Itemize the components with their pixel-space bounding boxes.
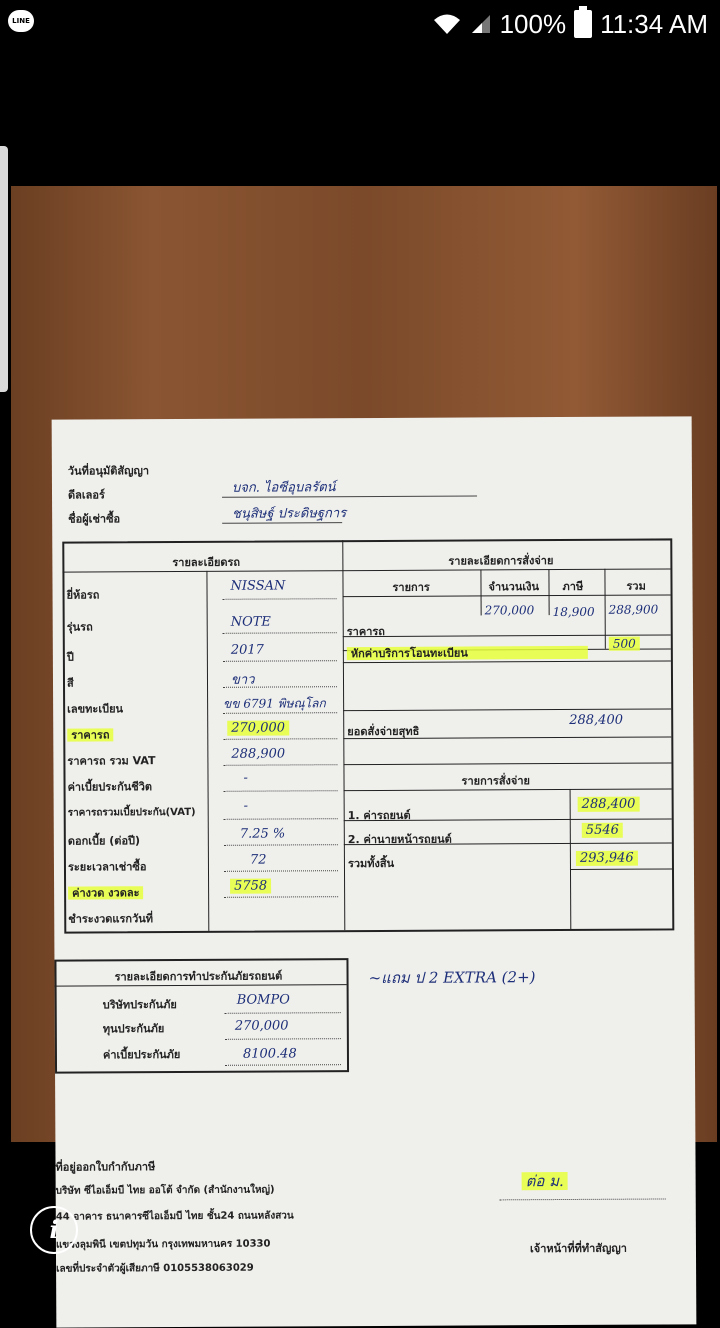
signature-handwriting: ต่อ ม. bbox=[522, 1169, 568, 1193]
document-paper bbox=[52, 416, 697, 1327]
tax-line-4: เลขที่ประจำตัวผู้เสียภาษี 0105538063029 bbox=[56, 1262, 254, 1275]
car-value-year: 2017 bbox=[230, 642, 264, 658]
insurance-value-sum: 270,000 bbox=[234, 1018, 289, 1034]
order-row-car-total: 288,900 bbox=[608, 602, 659, 617]
pay-label-commission: 2. ค่านายหน้ารถยนต์ bbox=[347, 832, 452, 847]
car-label-life-ins: ค่าเบี้ยประกันชีวิต bbox=[67, 780, 153, 794]
order-row-car-amount: 270,000 bbox=[484, 603, 535, 618]
signal-icon bbox=[470, 13, 492, 35]
car-label-plate: เลขทะเบียน bbox=[67, 702, 124, 716]
car-value-brand: NISSAN bbox=[230, 578, 286, 594]
dealer-value: บจก. ไอซีอุบลรัตน์ bbox=[231, 480, 336, 496]
insurance-label-sum: ทุนประกันภัย bbox=[102, 1022, 165, 1036]
battery-icon bbox=[574, 10, 592, 38]
car-label-installment: ค่างวด งวดละ bbox=[68, 883, 143, 901]
info-button[interactable]: i bbox=[30, 1206, 78, 1254]
pay-value-total: 293,946 bbox=[576, 851, 638, 866]
car-value-plate: ขข 6791 พิษณุโลก bbox=[223, 696, 326, 711]
tax-address-title: ที่อยู่ออกใบกำกับภาษี bbox=[55, 1160, 156, 1174]
car-section-title: รายละเอียดรถ bbox=[172, 555, 241, 570]
car-value-life-ins: - bbox=[243, 770, 248, 786]
pay-section-title: รายการสั่งจ่าย bbox=[461, 774, 530, 788]
insurance-label-company: บริษัทประกันภัย bbox=[102, 998, 177, 1012]
car-value-installment: 5758 bbox=[230, 879, 271, 894]
car-label-first-due: ชำระงวดแรกวันที่ bbox=[68, 912, 154, 926]
battery-percent: 100% bbox=[499, 8, 567, 39]
order-header-amount: จำนวนเงิน bbox=[488, 580, 540, 594]
contract-date-label: วันที่อนุมัติสัญญา bbox=[67, 464, 150, 478]
photo-viewer[interactable] bbox=[11, 186, 717, 1275]
handwritten-note: ~แถม ป 2 EXTRA (2+) bbox=[368, 968, 536, 988]
clock: 11:34 AM bbox=[600, 8, 708, 39]
insurance-value-premium: 8100.48 bbox=[242, 1046, 297, 1062]
car-label-term: ระยะเวลาเช่าซื้อ bbox=[67, 860, 147, 874]
buyer-value: ชนุสิษฐ์ ประดิษฐการ bbox=[232, 506, 347, 522]
car-label-interest: ดอกเบี้ย (ต่อปี) bbox=[67, 834, 141, 848]
tax-line-1: บริษัท ซีไอเอ็มบี ไทย ออโต้ จำกัด (สำนักงานใหญ่) bbox=[55, 1184, 275, 1197]
signature-label: เจ้าหน้าที่ที่ทำสัญญา bbox=[529, 1241, 627, 1256]
net-value: 288,400 bbox=[569, 712, 624, 728]
buyer-label: ชื่อผู้เช่าซื้อ bbox=[68, 512, 121, 526]
car-value-interest: 7.25 % bbox=[239, 826, 286, 842]
net-label: ยอดสั่งจ่ายสุทธิ bbox=[347, 724, 420, 739]
status-bar bbox=[0, 0, 720, 48]
tax-line-2: 44 อาคาร ธนาคารซีไอเอ็มบี ไทย ชั้น24 ถนนหลังสวน bbox=[55, 1210, 294, 1223]
order-header-total: รวม bbox=[626, 579, 646, 593]
car-label-model: รุ่นรถ bbox=[66, 620, 93, 634]
order-row-car-tax: 18,900 bbox=[552, 604, 595, 620]
line-app-icon: LINE bbox=[8, 10, 34, 32]
car-value-price-vat: 288,900 bbox=[231, 746, 286, 762]
car-label-year: ปี bbox=[66, 650, 74, 664]
order-header-tax: ภาษี bbox=[562, 579, 584, 594]
car-label-brand: ยี่ห้อรถ bbox=[66, 588, 100, 602]
car-value-model: NOTE bbox=[230, 614, 271, 630]
pay-value-car: 288,400 bbox=[578, 797, 640, 812]
dealer-label: ดีลเลอร์ bbox=[67, 488, 105, 502]
order-section-title: รายละเอียดการสั่งจ่าย bbox=[448, 554, 554, 568]
pay-label-car: 1. ค่ารถยนต์ bbox=[347, 808, 411, 823]
car-label-price: ราคารถ bbox=[67, 725, 113, 743]
car-value-price: 270,000 bbox=[227, 720, 289, 735]
pay-label-total: รวมทั้งสิ้น bbox=[347, 856, 395, 871]
insurance-label-premium: ค่าเบี้ยประกันภัย bbox=[102, 1048, 181, 1062]
order-row-transfer-total: 500 bbox=[609, 637, 640, 651]
order-row-car-label: ราคารถ bbox=[346, 624, 385, 639]
insurance-value-company: BOMPO bbox=[236, 992, 290, 1008]
car-value-color: ขาว bbox=[230, 672, 255, 688]
insurance-title: รายละเอียดการทำประกันภัยรถยนต์ bbox=[114, 969, 283, 984]
car-value-term: 72 bbox=[249, 852, 267, 868]
car-label-price-ins: ราคารถรวมเบี้ยประกัน(VAT) bbox=[67, 806, 196, 819]
edge-panel-handle[interactable] bbox=[0, 146, 8, 392]
order-row-transfer-label: หักค่าบริการโอนทะเบียน bbox=[347, 643, 588, 662]
order-header-item: รายการ bbox=[392, 580, 430, 594]
car-label-price-vat: ราคารถ รวม VAT bbox=[67, 754, 156, 768]
wifi-icon bbox=[432, 12, 462, 36]
pay-value-commission: 5546 bbox=[582, 823, 623, 838]
car-label-color: สี bbox=[66, 676, 74, 690]
car-value-price-ins: - bbox=[243, 798, 249, 814]
tax-line-3: แขวงลุมพินี เขตปทุมวัน กรุงเทพมหานคร 10330 bbox=[55, 1238, 271, 1251]
